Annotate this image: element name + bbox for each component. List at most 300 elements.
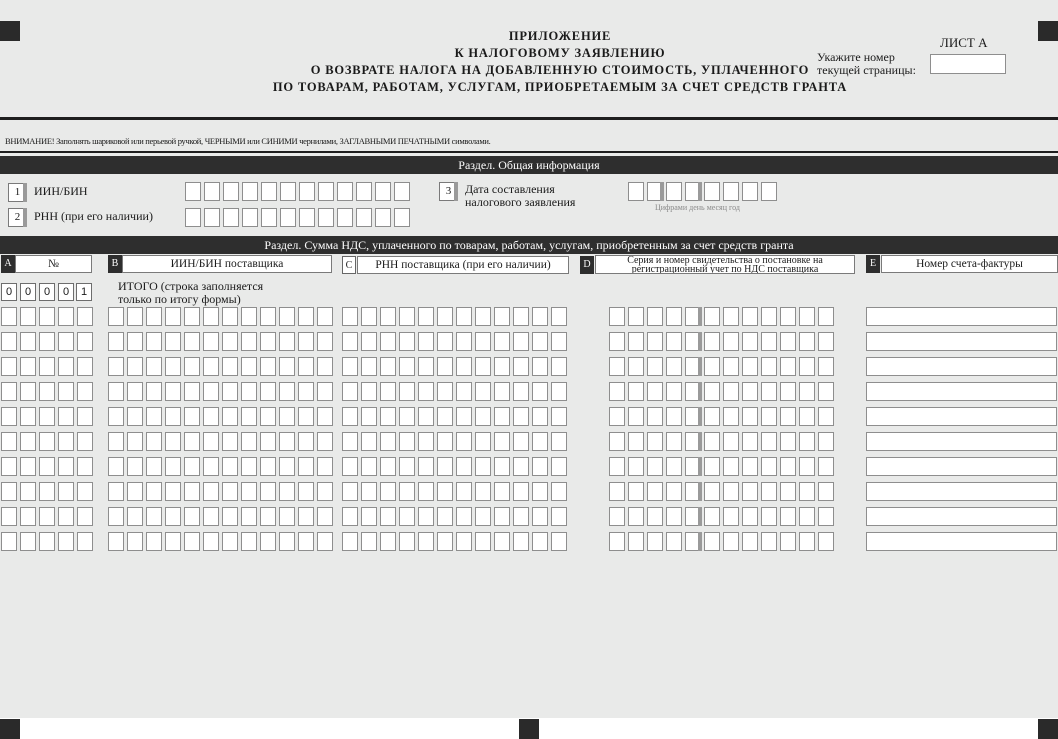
certificate-cell[interactable] xyxy=(609,332,625,351)
supplier-iin-cell[interactable] xyxy=(184,382,200,401)
supplier-iin-cell[interactable] xyxy=(298,307,314,326)
supplier-iin-cell[interactable] xyxy=(298,382,314,401)
certificate-cell[interactable] xyxy=(761,382,777,401)
row-number-cell[interactable] xyxy=(1,382,17,401)
row-number-cell[interactable] xyxy=(77,382,93,401)
supplier-rnn-cell[interactable] xyxy=(456,532,472,551)
supplier-iin-cell[interactable] xyxy=(203,382,219,401)
supplier-iin-cell[interactable] xyxy=(146,357,162,376)
supplier-iin-cell[interactable] xyxy=(317,332,333,351)
certificate-cell[interactable] xyxy=(723,407,739,426)
char-cell[interactable] xyxy=(185,208,201,227)
supplier-iin-cell[interactable] xyxy=(317,457,333,476)
supplier-rnn-cell[interactable] xyxy=(380,332,396,351)
char-cell[interactable] xyxy=(204,208,220,227)
supplier-iin-cell[interactable] xyxy=(127,307,143,326)
supplier-iin-cell[interactable] xyxy=(279,432,295,451)
certificate-cell[interactable] xyxy=(799,507,815,526)
supplier-iin-cell[interactable] xyxy=(165,432,181,451)
supplier-rnn-cell[interactable] xyxy=(475,307,491,326)
supplier-iin-cell[interactable] xyxy=(222,407,238,426)
supplier-iin-cell[interactable] xyxy=(127,407,143,426)
certificate-cell[interactable] xyxy=(647,332,663,351)
certificate-cell[interactable] xyxy=(742,532,758,551)
certificate-cell[interactable] xyxy=(666,507,682,526)
supplier-iin-cell[interactable] xyxy=(279,457,295,476)
supplier-iin-cell[interactable] xyxy=(241,507,257,526)
supplier-rnn-cell[interactable] xyxy=(532,532,548,551)
supplier-iin-cell[interactable] xyxy=(279,382,295,401)
certificate-cell[interactable] xyxy=(818,532,834,551)
supplier-iin-cell[interactable] xyxy=(184,482,200,501)
supplier-rnn-cell[interactable] xyxy=(475,532,491,551)
certificate-cell[interactable] xyxy=(609,357,625,376)
row-number-cell[interactable] xyxy=(1,357,17,376)
supplier-iin-cell[interactable] xyxy=(184,432,200,451)
row-number-cell[interactable] xyxy=(58,407,74,426)
supplier-rnn-cell[interactable] xyxy=(532,407,548,426)
supplier-rnn-cell[interactable] xyxy=(494,307,510,326)
certificate-cell[interactable] xyxy=(666,482,682,501)
certificate-cell[interactable] xyxy=(628,357,644,376)
supplier-rnn-cell[interactable] xyxy=(342,482,358,501)
certificate-cell[interactable] xyxy=(799,482,815,501)
supplier-rnn-cell[interactable] xyxy=(342,307,358,326)
supplier-iin-cell[interactable] xyxy=(298,407,314,426)
certificate-cell[interactable] xyxy=(799,307,815,326)
certificate-cell[interactable] xyxy=(780,507,796,526)
supplier-iin-cell[interactable] xyxy=(127,357,143,376)
supplier-rnn-cell[interactable] xyxy=(475,357,491,376)
supplier-rnn-cell[interactable] xyxy=(418,357,434,376)
supplier-rnn-cell[interactable] xyxy=(494,382,510,401)
supplier-iin-cell[interactable] xyxy=(241,357,257,376)
supplier-iin-cell[interactable] xyxy=(165,532,181,551)
supplier-iin-cell[interactable] xyxy=(203,457,219,476)
supplier-iin-cell[interactable] xyxy=(127,432,143,451)
supplier-rnn-cell[interactable] xyxy=(532,482,548,501)
supplier-iin-cell[interactable] xyxy=(108,407,124,426)
supplier-iin-cell[interactable] xyxy=(279,357,295,376)
supplier-iin-cell[interactable] xyxy=(298,482,314,501)
supplier-iin-cell[interactable] xyxy=(203,307,219,326)
certificate-cell[interactable] xyxy=(647,307,663,326)
supplier-rnn-cell[interactable] xyxy=(475,482,491,501)
certificate-cell[interactable] xyxy=(609,457,625,476)
certificate-cell[interactable] xyxy=(818,432,834,451)
supplier-rnn-cell[interactable] xyxy=(551,482,567,501)
supplier-rnn-cell[interactable] xyxy=(380,507,396,526)
supplier-rnn-cell[interactable] xyxy=(551,432,567,451)
supplier-iin-cell[interactable] xyxy=(203,407,219,426)
supplier-rnn-cell[interactable] xyxy=(456,432,472,451)
supplier-iin-cell[interactable] xyxy=(146,332,162,351)
supplier-rnn-cell[interactable] xyxy=(437,432,453,451)
certificate-cell[interactable] xyxy=(761,407,777,426)
supplier-rnn-cell[interactable] xyxy=(361,532,377,551)
supplier-iin-cell[interactable] xyxy=(165,457,181,476)
certificate-cell[interactable] xyxy=(666,457,682,476)
row-number-cell[interactable] xyxy=(20,407,36,426)
certificate-cell[interactable] xyxy=(666,382,682,401)
supplier-rnn-cell[interactable] xyxy=(361,457,377,476)
supplier-rnn-cell[interactable] xyxy=(551,457,567,476)
supplier-rnn-cell[interactable] xyxy=(551,332,567,351)
supplier-iin-cell[interactable] xyxy=(317,507,333,526)
supplier-iin-cell[interactable] xyxy=(165,407,181,426)
char-cell[interactable] xyxy=(704,182,720,201)
supplier-iin-cell[interactable] xyxy=(184,532,200,551)
supplier-iin-cell[interactable] xyxy=(146,407,162,426)
char-cell[interactable] xyxy=(394,208,410,227)
supplier-iin-cell[interactable] xyxy=(279,307,295,326)
supplier-iin-cell[interactable] xyxy=(298,332,314,351)
char-cell[interactable] xyxy=(299,208,315,227)
certificate-cell[interactable] xyxy=(628,332,644,351)
supplier-iin-cell[interactable] xyxy=(222,532,238,551)
supplier-rnn-cell[interactable] xyxy=(342,457,358,476)
supplier-iin-cell[interactable] xyxy=(317,382,333,401)
supplier-rnn-cell[interactable] xyxy=(380,532,396,551)
row-number-cell[interactable] xyxy=(20,382,36,401)
supplier-rnn-cell[interactable] xyxy=(494,532,510,551)
certificate-cell[interactable] xyxy=(761,332,777,351)
row-number-cell[interactable] xyxy=(77,532,93,551)
certificate-cell[interactable] xyxy=(647,382,663,401)
certificate-cell[interactable] xyxy=(704,432,720,451)
invoice-number-input[interactable] xyxy=(866,307,1057,326)
supplier-iin-cell[interactable] xyxy=(127,482,143,501)
supplier-iin-cell[interactable] xyxy=(146,432,162,451)
invoice-number-input[interactable] xyxy=(866,407,1057,426)
char-cell[interactable] xyxy=(223,182,239,201)
invoice-number-input[interactable] xyxy=(866,432,1057,451)
row-number-cell[interactable] xyxy=(58,357,74,376)
certificate-cell[interactable] xyxy=(666,357,682,376)
supplier-rnn-cell[interactable] xyxy=(532,307,548,326)
certificate-cell[interactable] xyxy=(780,532,796,551)
supplier-iin-cell[interactable] xyxy=(298,357,314,376)
supplier-rnn-cell[interactable] xyxy=(342,332,358,351)
supplier-iin-cell[interactable] xyxy=(184,457,200,476)
certificate-cell[interactable] xyxy=(799,532,815,551)
supplier-iin-cell[interactable] xyxy=(260,307,276,326)
supplier-iin-cell[interactable] xyxy=(203,507,219,526)
supplier-rnn-cell[interactable] xyxy=(399,482,415,501)
supplier-rnn-cell[interactable] xyxy=(456,407,472,426)
row-number-cell[interactable] xyxy=(39,307,55,326)
certificate-cell[interactable] xyxy=(704,482,720,501)
supplier-iin-cell[interactable] xyxy=(317,307,333,326)
row-number-cell[interactable] xyxy=(58,457,74,476)
certificate-cell[interactable] xyxy=(647,507,663,526)
certificate-cell[interactable] xyxy=(723,532,739,551)
certificate-cell[interactable] xyxy=(628,407,644,426)
supplier-rnn-cell[interactable] xyxy=(532,507,548,526)
certificate-cell[interactable] xyxy=(742,482,758,501)
row-number-cell[interactable] xyxy=(58,332,74,351)
supplier-rnn-cell[interactable] xyxy=(513,307,529,326)
supplier-rnn-cell[interactable] xyxy=(437,457,453,476)
supplier-rnn-cell[interactable] xyxy=(475,332,491,351)
certificate-cell[interactable] xyxy=(723,382,739,401)
supplier-rnn-cell[interactable] xyxy=(361,332,377,351)
certificate-cell[interactable] xyxy=(742,332,758,351)
supplier-iin-cell[interactable] xyxy=(260,407,276,426)
row-number-cell[interactable] xyxy=(58,507,74,526)
certificate-cell[interactable] xyxy=(818,507,834,526)
supplier-rnn-cell[interactable] xyxy=(418,532,434,551)
supplier-rnn-cell[interactable] xyxy=(551,357,567,376)
certificate-cell[interactable] xyxy=(818,407,834,426)
certificate-cell[interactable] xyxy=(647,357,663,376)
supplier-rnn-cell[interactable] xyxy=(342,507,358,526)
row-number-cell[interactable] xyxy=(20,307,36,326)
supplier-iin-cell[interactable] xyxy=(165,307,181,326)
supplier-iin-cell[interactable] xyxy=(317,357,333,376)
supplier-iin-cell[interactable] xyxy=(108,457,124,476)
row-number-cell[interactable] xyxy=(77,457,93,476)
supplier-iin-cell[interactable] xyxy=(127,332,143,351)
supplier-rnn-cell[interactable] xyxy=(418,307,434,326)
supplier-rnn-cell[interactable] xyxy=(494,432,510,451)
certificate-cell[interactable] xyxy=(647,532,663,551)
row-number-cell[interactable] xyxy=(1,482,17,501)
row-number-cell[interactable] xyxy=(58,382,74,401)
row-number-cell[interactable] xyxy=(39,457,55,476)
char-cell[interactable] xyxy=(299,182,315,201)
row-number-cell[interactable] xyxy=(58,307,74,326)
supplier-rnn-cell[interactable] xyxy=(380,382,396,401)
supplier-iin-cell[interactable] xyxy=(184,507,200,526)
certificate-cell[interactable] xyxy=(799,432,815,451)
supplier-iin-cell[interactable] xyxy=(184,357,200,376)
certificate-cell[interactable] xyxy=(628,432,644,451)
invoice-number-input[interactable] xyxy=(866,482,1057,501)
certificate-cell[interactable] xyxy=(704,532,720,551)
supplier-rnn-cell[interactable] xyxy=(494,357,510,376)
certificate-cell[interactable] xyxy=(647,407,663,426)
supplier-rnn-cell[interactable] xyxy=(380,432,396,451)
supplier-rnn-cell[interactable] xyxy=(494,482,510,501)
row-number-cell[interactable] xyxy=(39,432,55,451)
certificate-cell[interactable] xyxy=(742,432,758,451)
certificate-cell[interactable] xyxy=(628,482,644,501)
supplier-iin-cell[interactable] xyxy=(241,382,257,401)
supplier-rnn-cell[interactable] xyxy=(361,507,377,526)
certificate-cell[interactable] xyxy=(704,357,720,376)
certificate-cell[interactable] xyxy=(666,432,682,451)
char-cell[interactable] xyxy=(261,208,277,227)
supplier-rnn-cell[interactable] xyxy=(399,507,415,526)
supplier-rnn-cell[interactable] xyxy=(418,482,434,501)
char-cell[interactable] xyxy=(337,182,353,201)
certificate-cell[interactable] xyxy=(818,307,834,326)
char-cell[interactable] xyxy=(318,208,334,227)
row-number-cell[interactable] xyxy=(39,407,55,426)
row-number-cell[interactable] xyxy=(20,432,36,451)
row-number-cell[interactable] xyxy=(39,382,55,401)
supplier-rnn-cell[interactable] xyxy=(532,457,548,476)
supplier-iin-cell[interactable] xyxy=(260,332,276,351)
row-number-cell[interactable] xyxy=(77,432,93,451)
supplier-rnn-cell[interactable] xyxy=(437,532,453,551)
certificate-cell[interactable] xyxy=(723,482,739,501)
certificate-cell[interactable] xyxy=(666,532,682,551)
row-number-cell[interactable] xyxy=(39,332,55,351)
supplier-rnn-cell[interactable] xyxy=(342,357,358,376)
certificate-cell[interactable] xyxy=(818,382,834,401)
supplier-iin-cell[interactable] xyxy=(222,357,238,376)
supplier-iin-cell[interactable] xyxy=(317,432,333,451)
supplier-rnn-cell[interactable] xyxy=(342,407,358,426)
supplier-iin-cell[interactable] xyxy=(222,457,238,476)
supplier-iin-cell[interactable] xyxy=(108,332,124,351)
supplier-rnn-cell[interactable] xyxy=(551,507,567,526)
supplier-rnn-cell[interactable] xyxy=(494,507,510,526)
supplier-iin-cell[interactable] xyxy=(241,432,257,451)
supplier-iin-cell[interactable] xyxy=(317,407,333,426)
supplier-iin-cell[interactable] xyxy=(222,332,238,351)
certificate-cell[interactable] xyxy=(799,332,815,351)
supplier-iin-cell[interactable] xyxy=(222,432,238,451)
supplier-iin-cell[interactable] xyxy=(317,532,333,551)
supplier-rnn-cell[interactable] xyxy=(399,432,415,451)
supplier-rnn-cell[interactable] xyxy=(513,457,529,476)
certificate-cell[interactable] xyxy=(761,532,777,551)
invoice-number-input[interactable] xyxy=(866,457,1057,476)
supplier-rnn-cell[interactable] xyxy=(437,507,453,526)
certificate-cell[interactable] xyxy=(780,357,796,376)
supplier-iin-cell[interactable] xyxy=(146,382,162,401)
invoice-number-input[interactable] xyxy=(866,382,1057,401)
supplier-iin-cell[interactable] xyxy=(241,457,257,476)
supplier-iin-cell[interactable] xyxy=(165,357,181,376)
supplier-iin-cell[interactable] xyxy=(127,382,143,401)
char-cell[interactable] xyxy=(204,182,220,201)
certificate-cell[interactable] xyxy=(609,432,625,451)
supplier-iin-cell[interactable] xyxy=(108,432,124,451)
certificate-cell[interactable] xyxy=(742,382,758,401)
supplier-rnn-cell[interactable] xyxy=(475,507,491,526)
certificate-cell[interactable] xyxy=(647,482,663,501)
row-number-cell[interactable] xyxy=(20,532,36,551)
supplier-iin-cell[interactable] xyxy=(260,532,276,551)
char-cell[interactable] xyxy=(666,182,682,201)
certificate-cell[interactable] xyxy=(628,307,644,326)
supplier-rnn-cell[interactable] xyxy=(513,332,529,351)
row-number-cell[interactable] xyxy=(77,507,93,526)
supplier-rnn-cell[interactable] xyxy=(361,482,377,501)
char-cell[interactable] xyxy=(375,182,391,201)
supplier-iin-cell[interactable] xyxy=(298,432,314,451)
row-number-cell[interactable] xyxy=(58,482,74,501)
supplier-iin-cell[interactable] xyxy=(108,382,124,401)
certificate-cell[interactable] xyxy=(704,307,720,326)
supplier-rnn-cell[interactable] xyxy=(456,307,472,326)
certificate-cell[interactable] xyxy=(723,357,739,376)
supplier-rnn-cell[interactable] xyxy=(399,382,415,401)
page-number-input[interactable] xyxy=(930,54,1006,74)
certificate-cell[interactable] xyxy=(704,382,720,401)
row-number-cell[interactable] xyxy=(1,457,17,476)
supplier-rnn-cell[interactable] xyxy=(437,382,453,401)
row-number-cell[interactable] xyxy=(77,307,93,326)
row-number-cell[interactable] xyxy=(1,307,17,326)
supplier-rnn-cell[interactable] xyxy=(532,357,548,376)
certificate-cell[interactable] xyxy=(761,457,777,476)
row-number-cell[interactable] xyxy=(77,332,93,351)
supplier-iin-cell[interactable] xyxy=(146,482,162,501)
char-cell[interactable] xyxy=(628,182,644,201)
char-cell[interactable] xyxy=(261,182,277,201)
certificate-cell[interactable] xyxy=(742,407,758,426)
supplier-iin-cell[interactable] xyxy=(317,482,333,501)
supplier-iin-cell[interactable] xyxy=(298,457,314,476)
supplier-rnn-cell[interactable] xyxy=(513,357,529,376)
supplier-rnn-cell[interactable] xyxy=(456,332,472,351)
supplier-rnn-cell[interactable] xyxy=(399,532,415,551)
supplier-iin-cell[interactable] xyxy=(108,357,124,376)
supplier-iin-cell[interactable] xyxy=(222,382,238,401)
invoice-number-input[interactable] xyxy=(866,532,1057,551)
certificate-cell[interactable] xyxy=(799,407,815,426)
supplier-iin-cell[interactable] xyxy=(146,507,162,526)
supplier-rnn-cell[interactable] xyxy=(532,332,548,351)
certificate-cell[interactable] xyxy=(761,482,777,501)
supplier-rnn-cell[interactable] xyxy=(475,457,491,476)
certificate-cell[interactable] xyxy=(761,507,777,526)
certificate-cell[interactable] xyxy=(742,507,758,526)
char-cell[interactable] xyxy=(723,182,739,201)
certificate-cell[interactable] xyxy=(780,307,796,326)
supplier-iin-cell[interactable] xyxy=(203,332,219,351)
char-cell[interactable] xyxy=(242,208,258,227)
certificate-cell[interactable] xyxy=(609,407,625,426)
row-number-cell[interactable] xyxy=(1,507,17,526)
certificate-cell[interactable] xyxy=(780,382,796,401)
supplier-iin-cell[interactable] xyxy=(127,532,143,551)
supplier-iin-cell[interactable] xyxy=(222,307,238,326)
supplier-iin-cell[interactable] xyxy=(279,532,295,551)
supplier-iin-cell[interactable] xyxy=(127,507,143,526)
certificate-cell[interactable] xyxy=(723,457,739,476)
supplier-rnn-cell[interactable] xyxy=(399,332,415,351)
supplier-rnn-cell[interactable] xyxy=(380,357,396,376)
supplier-iin-cell[interactable] xyxy=(184,332,200,351)
certificate-cell[interactable] xyxy=(628,382,644,401)
certificate-cell[interactable] xyxy=(723,432,739,451)
certificate-cell[interactable] xyxy=(609,507,625,526)
row-number-cell[interactable] xyxy=(1,407,17,426)
supplier-rnn-cell[interactable] xyxy=(418,332,434,351)
certificate-cell[interactable] xyxy=(704,407,720,426)
supplier-rnn-cell[interactable] xyxy=(418,407,434,426)
supplier-rnn-cell[interactable] xyxy=(399,457,415,476)
certificate-cell[interactable] xyxy=(761,432,777,451)
supplier-iin-cell[interactable] xyxy=(241,332,257,351)
certificate-cell[interactable] xyxy=(799,357,815,376)
supplier-iin-cell[interactable] xyxy=(203,532,219,551)
supplier-rnn-cell[interactable] xyxy=(513,482,529,501)
certificate-cell[interactable] xyxy=(666,332,682,351)
supplier-rnn-cell[interactable] xyxy=(551,532,567,551)
char-cell[interactable] xyxy=(394,182,410,201)
row-number-cell[interactable] xyxy=(39,507,55,526)
certificate-cell[interactable] xyxy=(780,432,796,451)
supplier-iin-cell[interactable] xyxy=(203,482,219,501)
certificate-cell[interactable] xyxy=(609,482,625,501)
